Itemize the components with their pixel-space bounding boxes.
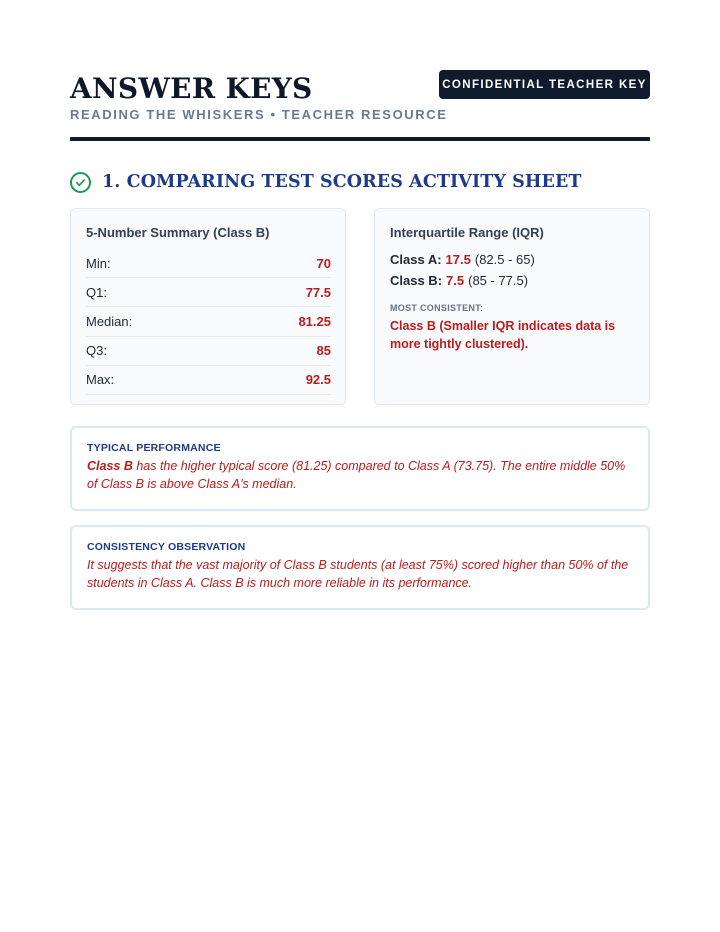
summary-label: Min: <box>86 255 111 271</box>
note-text <box>87 457 633 493</box>
section-title: 1. COMPARING TEST SCORES ACTIVITY SHEET <box>102 172 582 192</box>
page-title: ANSWER KEYS <box>70 72 313 105</box>
consistency-observation-note <box>70 525 650 610</box>
summary-row-max <box>86 366 331 395</box>
iqr-class-label: Class A: <box>390 252 442 267</box>
summary-value: 85 <box>316 343 331 359</box>
summary-value: 77.5 <box>305 284 331 300</box>
check-circle-icon <box>70 172 91 193</box>
five-number-summary-card <box>70 208 346 405</box>
summary-label: Q3: <box>86 343 107 359</box>
summary-heading: 5-Number Summary (Class B) <box>86 225 270 240</box>
summary-label: Q1: <box>86 284 107 300</box>
confidential-badge: CONFIDENTIAL TEACHER KEY <box>439 70 650 99</box>
most-consistent-text: Class B (Smaller IQR indicates data is more tightly clustered). <box>390 319 616 351</box>
note-label: TYPICAL PERFORMANCE <box>87 442 221 454</box>
iqr-card <box>374 208 650 405</box>
note-text: It suggests that the vast majority of Class B students (at least 75%) scored higher than 50% of the students in Class A. Class B is much more reliable in its performance. <box>87 558 629 590</box>
section-heading <box>70 171 582 193</box>
iqr-class-a <box>390 249 635 270</box>
most-consistent-label: MOST CONSISTENT: <box>390 303 484 313</box>
iqr-calculation: (82.5 - 65) <box>474 252 535 267</box>
summary-row-q3 <box>86 337 331 366</box>
summary-label: Max: <box>86 372 115 388</box>
summary-value: 92.5 <box>305 372 331 388</box>
page-subtitle: READING THE WHISKERS • TEACHER RESOURCE <box>70 107 448 122</box>
summary-label: Median: <box>86 313 133 329</box>
iqr-class-b <box>390 270 635 291</box>
note-body: has the higher typical score (81.25) compared to Class A (73.75). The entire middle 50% of Class B is above Class A's median. <box>87 459 626 491</box>
page-header <box>70 70 650 140</box>
summary-row-median <box>86 307 331 336</box>
iqr-class-label: Class B: <box>390 273 443 288</box>
header-divider <box>70 137 650 141</box>
summary-value: 81.25 <box>298 313 331 329</box>
typical-performance-note <box>70 426 650 511</box>
summary-row-min <box>86 249 331 278</box>
iqr-value: 7.5 <box>446 273 465 288</box>
note-label: CONSISTENCY OBSERVATION <box>87 541 246 553</box>
iqr-value: 17.5 <box>445 252 471 267</box>
iqr-calculation: (85 - 77.5) <box>468 273 529 288</box>
iqr-heading: Interquartile Range (IQR) <box>390 225 544 240</box>
note-lead: Class B <box>87 459 133 473</box>
summary-value: 70 <box>316 255 331 271</box>
summary-row-q1 <box>86 278 331 307</box>
